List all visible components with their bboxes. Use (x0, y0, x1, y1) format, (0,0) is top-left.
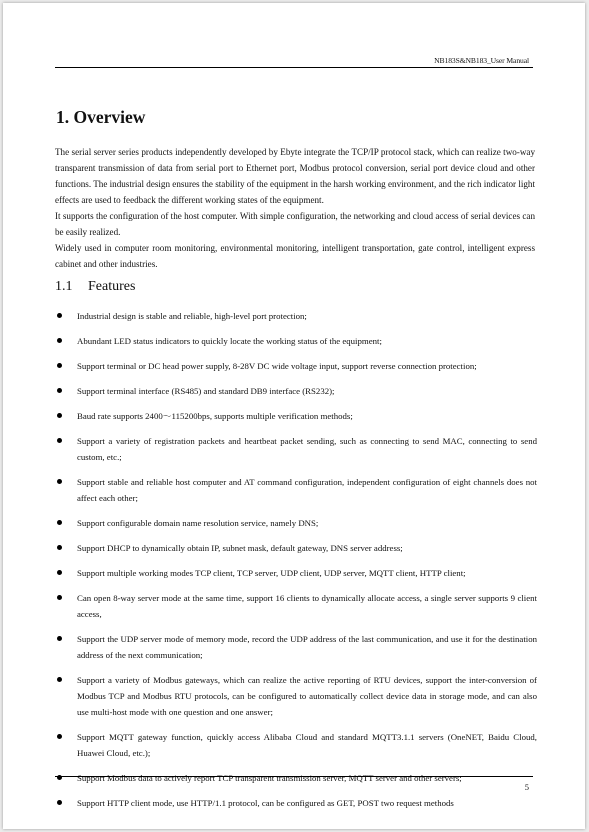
bullet-icon (57, 636, 62, 641)
header-rule (55, 67, 533, 68)
intro-paragraph: It supports the configuration of the host computer. With simple configuration, the networking and cloud access of serial devices can be easily realized. (55, 211, 535, 237)
feature-text: Support configurable domain name resolution service, namely DNS; (77, 518, 319, 528)
feature-item (55, 433, 537, 465)
bullet-icon (57, 338, 62, 343)
bullet-icon (57, 595, 62, 600)
bullet-icon (57, 479, 62, 484)
bullet-icon (57, 677, 62, 682)
feature-text: Support the UDP server mode of memory mode, record the UDP address of the last communication, and use it for the destination address of the next communication; (77, 634, 537, 660)
bullet-icon (57, 413, 62, 418)
bullet-icon (57, 388, 62, 393)
document-page (3, 3, 585, 829)
bullet-icon (57, 363, 62, 368)
feature-text: Abundant LED status indicators to quickly locate the working status of the equipment; (77, 336, 382, 346)
running-header: NB183S&NB183_User Manual (434, 56, 529, 65)
bullet-icon (57, 520, 62, 525)
feature-item (55, 729, 537, 761)
feature-text: Support stable and reliable host computer and AT command configuration, independent configuration of eight channels does not affect each other; (77, 477, 537, 503)
feature-text: Support multiple working modes TCP client, TCP server, UDP client, UDP server, MQTT client, HTTP client; (77, 568, 466, 578)
bullet-icon (57, 438, 62, 443)
feature-item (55, 358, 537, 374)
section-title: Features (88, 279, 136, 294)
feature-text: Support a variety of registration packets and heartbeat packet sending, such as connecting to send MAC, connecting to send custom, etc.; (77, 436, 537, 462)
feature-item (55, 590, 537, 622)
feature-text: Support MQTT gateway function, quickly access Alibaba Cloud and standard MQTT3.1.1 servers (OneNET, Baidu Cloud, Huawei Cloud, etc.); (77, 732, 537, 758)
feature-item (55, 540, 537, 556)
feature-item (55, 565, 537, 581)
bullet-icon (57, 545, 62, 550)
feature-item (55, 474, 537, 506)
feature-text: Support a variety of Modbus gateways, which can realize the active reporting of RTU devices, support the inter-conversion of Modbus TCP and Modbus RTU protocols, can be configured to automatically collect device data in storage mode, and can also use multi-host mode with one question and one answer; (77, 675, 537, 717)
features-list (55, 308, 537, 811)
bullet-icon (57, 570, 62, 575)
bullet-icon (57, 313, 62, 318)
page-title: 1. Overview (56, 107, 146, 127)
feature-item (55, 515, 537, 531)
feature-text: Baud rate supports 2400～115200bps, supports multiple verification methods; (77, 411, 353, 421)
feature-item (55, 408, 537, 424)
section-heading (55, 279, 135, 295)
feature-item (55, 308, 537, 324)
intro-text (55, 144, 535, 272)
feature-text: Support Modbus data to actively report TCP transparent transmission server, MQTT server and other servers; (77, 773, 462, 783)
section-number: 1.1 (55, 279, 73, 294)
feature-item (55, 631, 537, 663)
feature-item (55, 795, 537, 811)
page-number: 5 (524, 782, 529, 792)
bullet-icon (57, 800, 62, 805)
feature-text: Support terminal interface (RS485) and standard DB9 interface (RS232); (77, 386, 335, 396)
feature-text: Support DHCP to dynamically obtain IP, subnet mask, default gateway, DNS server address; (77, 543, 403, 553)
feature-text: Support HTTP client mode, use HTTP/1.1 protocol, can be configured as GET, POST two request methods (77, 798, 454, 808)
intro-paragraph: Widely used in computer room monitoring, environmental monitoring, intelligent transportation, gate control, intelligent express cabinet and other industries. (55, 243, 535, 269)
feature-item (55, 333, 537, 349)
feature-text: Industrial design is stable and reliable, high-level port protection; (77, 311, 307, 321)
feature-item (55, 383, 537, 399)
feature-item (55, 672, 537, 720)
bullet-icon (57, 734, 62, 739)
intro-paragraph: The serial server series products independently developed by Ebyte integrate the TCP/IP protocol stack, which can realize two-way transparent transmission of data from serial port to Ethernet port, Modbus protocol conversion, serial port device cloud and other functions. The industrial design ensures the stability of the equipment in the harsh working environment, and the rich indicator light effects are used to feedback the different working states of the equipment. (55, 147, 535, 205)
feature-item (55, 770, 537, 786)
footer-rule (55, 776, 533, 777)
feature-text: Can open 8-way server mode at the same time, support 16 clients to dynamically allocate access, a single server supports 9 client access, (77, 593, 537, 619)
feature-text: Support terminal or DC head power supply, 8-28V DC wide voltage input, support reverse connection protection; (77, 361, 477, 371)
